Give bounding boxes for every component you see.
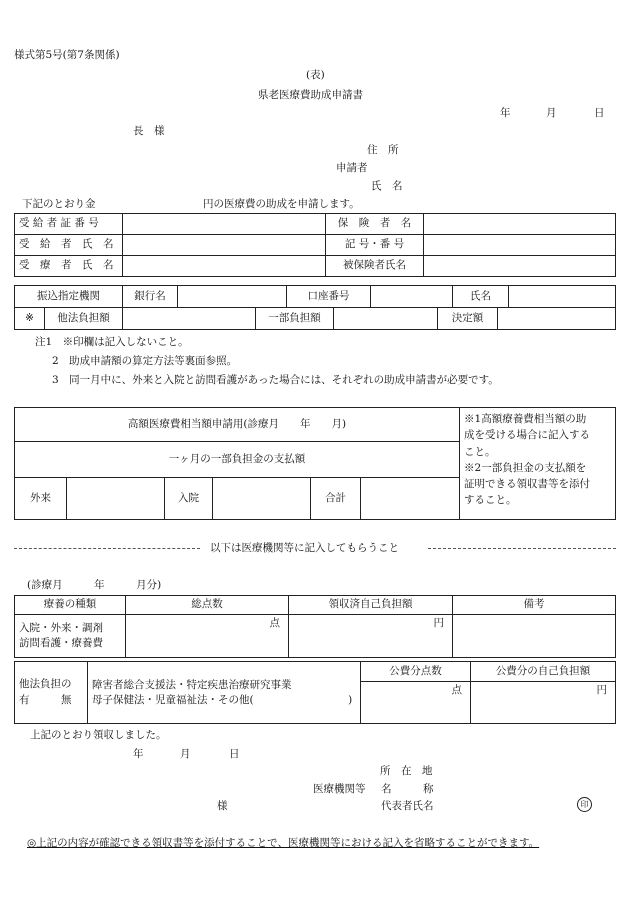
divider-right (428, 548, 616, 549)
field-public-self[interactable] (471, 682, 616, 724)
field-patient-name[interactable] (123, 256, 326, 277)
high-cost-note-line: ※1高額療養費相当額の助 (464, 413, 587, 425)
office-mark: ※ (15, 308, 45, 330)
page-title: 県老医療費助成申請書 (258, 89, 363, 101)
date-month: 月 (546, 107, 557, 119)
receipt-day: 日 (229, 748, 240, 760)
high-cost-title: 高額医療費相当額申請用(診療月 年 月) (15, 408, 460, 442)
high-cost-table (14, 407, 616, 520)
received-statement: 上記のとおり領収しました。 (30, 729, 167, 741)
request-prefix: 下記のとおり金 (22, 198, 96, 210)
label-recipient-cert-no: 受 給 者 証 番 号 (15, 214, 123, 235)
col-public-points: 公費分点数 (361, 662, 471, 682)
unit-points: 点 (451, 684, 462, 696)
label-bank-name: 銀行名 (123, 286, 178, 308)
treatment-month: (診療月 年 月分) (27, 579, 162, 591)
name-label: 氏 名 (371, 180, 403, 192)
label-partial-burden: 一部負担額 (256, 308, 334, 330)
field-inpatient[interactable] (213, 478, 311, 520)
high-cost-note-line: ※2一部負担金の支払額を (464, 461, 587, 474)
label-patient-name: 受 療 者 氏 名 (15, 256, 123, 277)
seal-mark: 印 (577, 797, 592, 812)
label-symbol-number: 記 号・番 号 (326, 235, 424, 256)
address-label: 住 所 (367, 144, 399, 156)
representative-label: 代表者氏名 (381, 800, 434, 812)
bottom-note: ◎上記の内容が確認できる領収書等を添付することで、医療機関等における記入を省略することができます。 (27, 837, 540, 849)
unit-yen: 円 (433, 617, 444, 629)
high-cost-subtitle: 一ヶ月の一部負担金の支払額 (15, 442, 460, 478)
divider-text: 以下は医療機関等に記入してもらうこと (210, 542, 399, 554)
label-other-law: 他法負担額 (45, 308, 123, 330)
divider-left (14, 548, 200, 549)
note-1: 注1 ※印欄は記入しないこと。 (35, 336, 189, 348)
label-account-no: 口座番号 (287, 286, 371, 308)
unit-points: 点 (269, 617, 280, 629)
col-total-points: 総点数 (126, 596, 289, 615)
field-total-points[interactable] (126, 615, 289, 658)
applicant-label: 申請者 (336, 162, 368, 174)
field-other-law (123, 308, 256, 330)
field-account-no[interactable] (371, 286, 453, 308)
office-use-table (14, 307, 616, 330)
laws-line[interactable]: 母子保健法・児童福祉法・その他( ) (92, 693, 353, 706)
request-suffix: 円の医療費の助成を申請します。 (203, 198, 360, 210)
field-symbol-number[interactable] (424, 235, 616, 256)
field-public-points[interactable] (361, 682, 471, 724)
col-remarks: 備考 (453, 596, 616, 615)
field-remarks[interactable] (453, 615, 616, 658)
receipt-month: 月 (180, 748, 191, 760)
treatment-type-list (15, 615, 126, 658)
date-day: 日 (594, 107, 605, 119)
field-insured-name[interactable] (424, 256, 616, 277)
other-law-yes-no[interactable]: 有 無 (19, 693, 72, 706)
treatment-type-line: 入院・外来・調剤 (19, 621, 103, 634)
institution-name-label: 名 称 (381, 783, 434, 795)
note-3: 3 同一月中に、外来と入院と訪問看護があった場合には、それぞれの助成申請書が必要です。 (52, 374, 499, 386)
institution-label: 医療機関等 (313, 783, 366, 795)
field-total[interactable] (361, 478, 460, 520)
label-inpatient: 入院 (165, 478, 213, 520)
label-total: 合計 (311, 478, 361, 520)
form-side: (表) (306, 69, 325, 81)
col-treatment-type: 療養の種類 (15, 596, 126, 615)
label-decided-amount: 決定額 (438, 308, 498, 330)
label-account-holder: 氏名 (453, 286, 509, 308)
high-cost-note-line: 成を受ける場合に記入する (464, 429, 591, 442)
field-partial-burden (334, 308, 438, 330)
treatment-type-line: 訪問看護・療養費 (19, 637, 103, 649)
label-outpatient: 外来 (15, 478, 67, 520)
other-law-label: 他法負担の (19, 677, 72, 690)
field-received-amount[interactable] (289, 615, 453, 658)
field-insurer-name[interactable] (424, 214, 616, 235)
label-bank-designated: 振込指定機関 (15, 286, 123, 308)
field-outpatient[interactable] (67, 478, 165, 520)
label-recipient-name: 受 給 者 氏 名 (15, 235, 123, 256)
application-table (14, 213, 616, 277)
col-public-self: 公費分の自己負担額 (471, 662, 616, 682)
medical-table-top (14, 595, 616, 658)
field-recipient-name[interactable] (123, 235, 326, 256)
field-recipient-cert-no[interactable] (123, 214, 326, 235)
high-cost-note-line: すること。 (464, 494, 517, 507)
field-decided-amount (498, 308, 616, 330)
unit-yen: 円 (596, 684, 607, 696)
high-cost-note-line: こと。 (464, 445, 496, 458)
bank-table (14, 285, 616, 308)
label-insurer-name: 保 険 者 名 (326, 214, 424, 235)
sama-label: 様 (217, 800, 228, 812)
location-label: 所 在 地 (380, 765, 433, 777)
laws-cell (88, 662, 361, 724)
laws-line[interactable]: 障害者総合支援法・特定疾患治療研究事業 (92, 678, 292, 691)
form-id: 様式第5号(第7条関係) (14, 49, 120, 61)
medical-table-public (14, 661, 616, 724)
field-bank-name[interactable] (178, 286, 287, 308)
note-2: 2 助成申請額の算定方法等裏面参照。 (52, 355, 238, 367)
label-insured-name: 被保険者氏名 (326, 256, 424, 277)
col-received-amount: 領収済自己負担額 (289, 596, 453, 615)
high-cost-note-line: 証明できる領収書等を添付 (464, 478, 591, 491)
high-cost-notes (460, 408, 616, 520)
field-account-holder[interactable] (509, 286, 616, 308)
date-year: 年 (500, 107, 511, 119)
addressee: 長 様 (133, 125, 165, 137)
other-law-cell (15, 662, 88, 724)
receipt-year: 年 (133, 748, 144, 760)
